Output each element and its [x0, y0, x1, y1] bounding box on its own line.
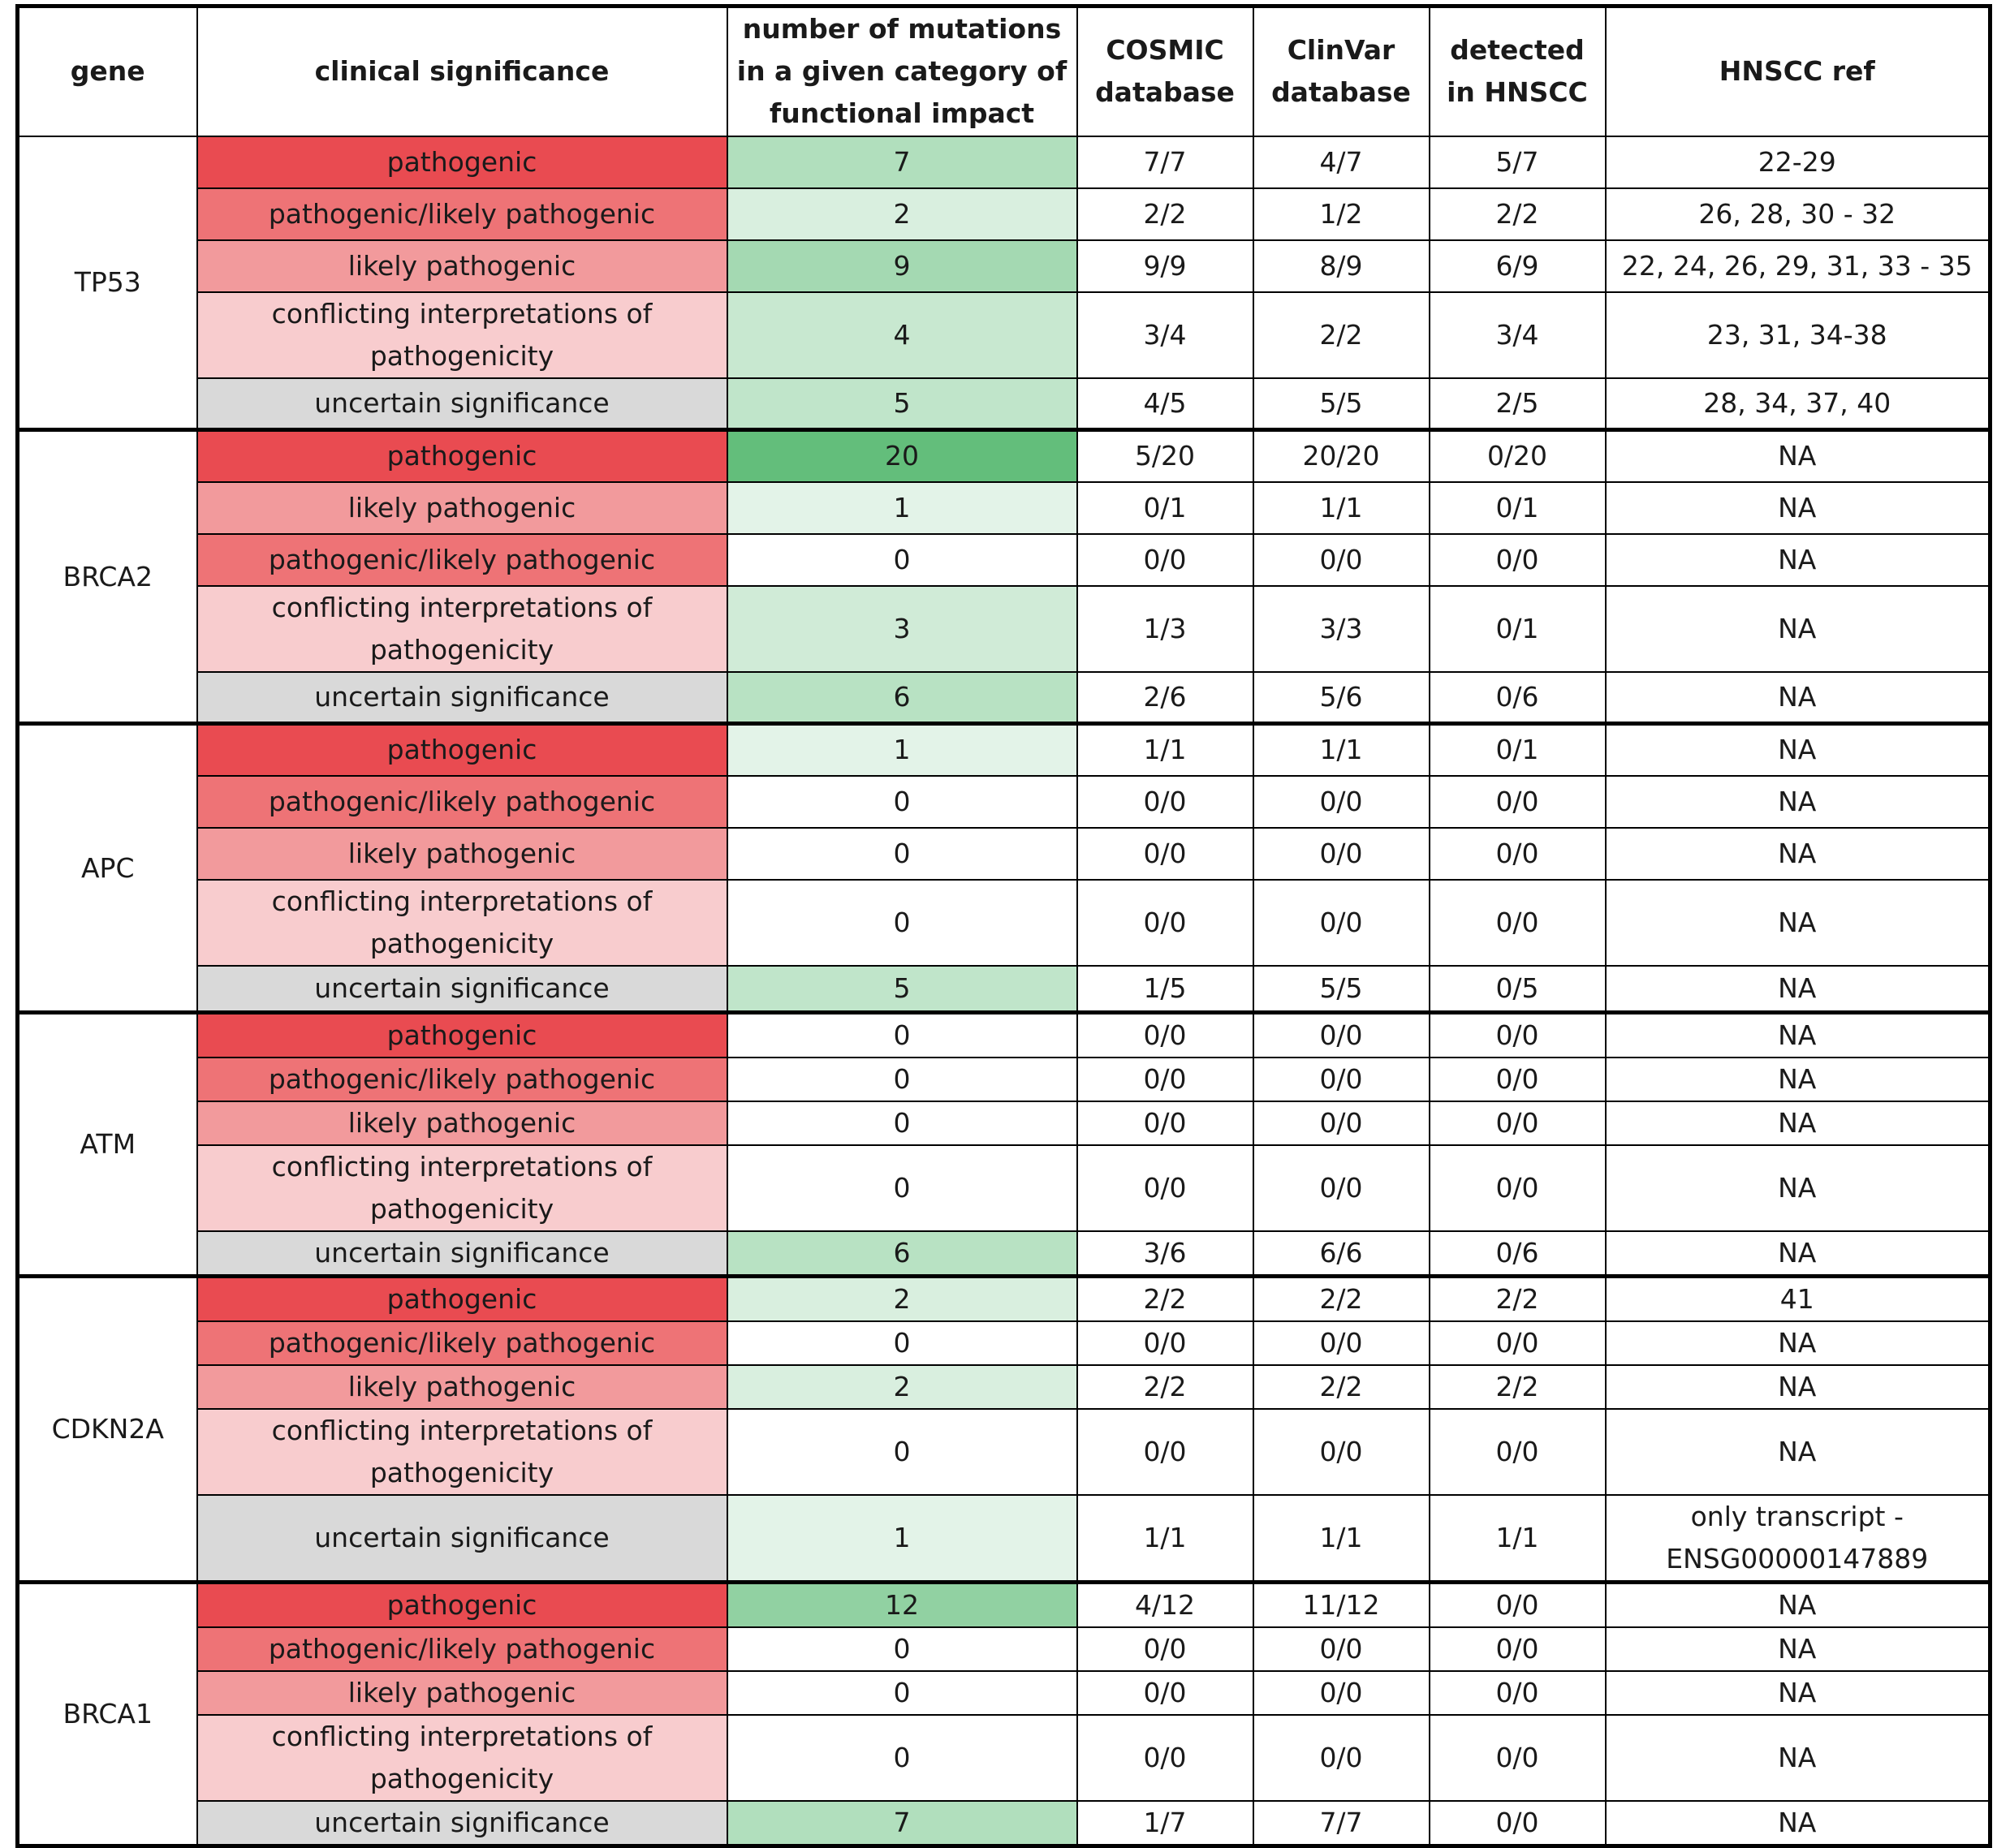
header-detected-hnscc: detected in HNSCC	[1430, 6, 1606, 136]
mutation-count-cell: 3	[727, 586, 1077, 672]
cosmic-cell: 2/2	[1077, 1277, 1253, 1322]
clinvar-cell: 11/12	[1253, 1583, 1430, 1628]
gene-cell: CDKN2A	[18, 1277, 197, 1583]
clinvar-cell: 5/6	[1253, 672, 1430, 724]
detected-hnscc-cell: 0/0	[1430, 534, 1606, 586]
mutation-count-cell: 5	[727, 378, 1077, 430]
table-row	[18, 1409, 1991, 1495]
cosmic-cell: 2/6	[1077, 672, 1253, 724]
mutation-count-cell: 2	[727, 188, 1077, 240]
detected-hnscc-cell: 3/4	[1430, 292, 1606, 378]
table-row	[18, 1058, 1991, 1101]
hnscc-ref-cell: 26, 28, 30 - 32	[1606, 188, 1991, 240]
clinvar-cell: 0/0	[1253, 1409, 1430, 1495]
mutation-count-cell: 6	[727, 672, 1077, 724]
table-row	[18, 1627, 1991, 1671]
significance-cell: likely pathogenic	[197, 1671, 727, 1715]
significance-cell: conflicting interpretations of pathogenicity	[197, 292, 727, 378]
significance-cell: pathogenic	[197, 1277, 727, 1322]
table-row	[18, 672, 1991, 724]
detected-hnscc-cell: 0/1	[1430, 724, 1606, 776]
detected-hnscc-cell: 0/5	[1430, 966, 1606, 1013]
clinvar-cell: 0/0	[1253, 828, 1430, 880]
significance-cell: conflicting interpretations of pathogenicity	[197, 1145, 727, 1231]
table-row	[18, 430, 1991, 482]
mutation-count-cell: 0	[727, 1145, 1077, 1231]
hnscc-ref-cell: NA	[1606, 1013, 1991, 1058]
detected-hnscc-cell: 0/6	[1430, 1231, 1606, 1277]
detected-hnscc-cell: 0/0	[1430, 776, 1606, 828]
table-row	[18, 966, 1991, 1013]
table-row	[18, 1715, 1991, 1801]
mutation-count-cell: 9	[727, 240, 1077, 292]
hnscc-ref-cell: only transcript - ENSG00000147889	[1606, 1495, 1991, 1583]
hnscc-ref-cell: NA	[1606, 1583, 1991, 1628]
clinvar-cell: 6/6	[1253, 1231, 1430, 1277]
significance-cell: pathogenic	[197, 1013, 727, 1058]
header-clinical-significance: clinical significance	[197, 6, 727, 136]
hnscc-ref-cell: 23, 31, 34-38	[1606, 292, 1991, 378]
mutation-count-cell: 7	[727, 1801, 1077, 1846]
hnscc-ref-cell: NA	[1606, 482, 1991, 534]
mutation-count-cell: 1	[727, 724, 1077, 776]
significance-cell: uncertain significance	[197, 966, 727, 1013]
mutation-count-cell: 2	[727, 1277, 1077, 1322]
clinvar-cell: 1/1	[1253, 724, 1430, 776]
cosmic-cell: 0/0	[1077, 776, 1253, 828]
clinvar-cell: 0/0	[1253, 776, 1430, 828]
significance-cell: pathogenic/likely pathogenic	[197, 1321, 727, 1365]
mutation-count-cell: 20	[727, 430, 1077, 482]
hnscc-ref-cell: NA	[1606, 1627, 1991, 1671]
gene-cell: ATM	[18, 1013, 197, 1277]
header-hnscc-ref: HNSCC ref	[1606, 6, 1991, 136]
detected-hnscc-cell: 5/7	[1430, 136, 1606, 188]
mutation-count-cell: 1	[727, 1495, 1077, 1583]
significance-cell: pathogenic/likely pathogenic	[197, 1627, 727, 1671]
mutation-count-cell: 0	[727, 776, 1077, 828]
clinvar-cell: 0/0	[1253, 1627, 1430, 1671]
gene-cell: BRCA2	[18, 430, 197, 724]
significance-cell: conflicting interpretations of pathogenicity	[197, 586, 727, 672]
hnscc-ref-cell: NA	[1606, 586, 1991, 672]
cosmic-cell: 3/6	[1077, 1231, 1253, 1277]
detected-hnscc-cell: 0/0	[1430, 880, 1606, 966]
significance-cell: likely pathogenic	[197, 1365, 727, 1409]
detected-hnscc-cell: 0/0	[1430, 1801, 1606, 1846]
cosmic-cell: 1/7	[1077, 1801, 1253, 1846]
clinvar-cell: 7/7	[1253, 1801, 1430, 1846]
hnscc-ref-cell: 28, 34, 37, 40	[1606, 378, 1991, 430]
hnscc-ref-cell: NA	[1606, 966, 1991, 1013]
header-clinvar: ClinVar database	[1253, 6, 1430, 136]
significance-cell: conflicting interpretations of pathogenicity	[197, 1715, 727, 1801]
cosmic-cell: 2/2	[1077, 188, 1253, 240]
table-row	[18, 1231, 1991, 1277]
cosmic-cell: 9/9	[1077, 240, 1253, 292]
cosmic-cell: 5/20	[1077, 430, 1253, 482]
detected-hnscc-cell: 0/0	[1430, 1101, 1606, 1145]
cosmic-cell: 0/0	[1077, 1013, 1253, 1058]
table-row	[18, 534, 1991, 586]
hnscc-ref-cell: NA	[1606, 1231, 1991, 1277]
hnscc-ref-cell: NA	[1606, 1321, 1991, 1365]
mutation-count-cell: 2	[727, 1365, 1077, 1409]
significance-cell: uncertain significance	[197, 672, 727, 724]
mutation-count-cell: 0	[727, 1627, 1077, 1671]
cosmic-cell: 1/3	[1077, 586, 1253, 672]
table-row	[18, 828, 1991, 880]
cosmic-cell: 0/0	[1077, 1058, 1253, 1101]
hnscc-ref-cell: NA	[1606, 534, 1991, 586]
table-row	[18, 586, 1991, 672]
clinvar-cell: 3/3	[1253, 586, 1430, 672]
cosmic-cell: 1/5	[1077, 966, 1253, 1013]
gene-cell: TP53	[18, 136, 197, 430]
detected-hnscc-cell: 0/0	[1430, 1671, 1606, 1715]
significance-cell: conflicting interpretations of pathogenicity	[197, 880, 727, 966]
hnscc-ref-cell: NA	[1606, 1801, 1991, 1846]
table-container	[15, 4, 1992, 1848]
cosmic-cell: 1/1	[1077, 724, 1253, 776]
gene-cell: APC	[18, 724, 197, 1013]
cosmic-cell: 0/0	[1077, 1627, 1253, 1671]
table-row	[18, 1671, 1991, 1715]
significance-cell: likely pathogenic	[197, 828, 727, 880]
significance-cell: uncertain significance	[197, 378, 727, 430]
significance-cell: pathogenic/likely pathogenic	[197, 534, 727, 586]
hnscc-ref-cell: NA	[1606, 776, 1991, 828]
detected-hnscc-cell: 2/2	[1430, 188, 1606, 240]
mutation-count-cell: 0	[727, 1715, 1077, 1801]
clinvar-cell: 0/0	[1253, 880, 1430, 966]
clinvar-cell: 0/0	[1253, 1013, 1430, 1058]
hnscc-ref-cell: NA	[1606, 1145, 1991, 1231]
cosmic-cell: 0/1	[1077, 482, 1253, 534]
mutation-count-cell: 6	[727, 1231, 1077, 1277]
significance-cell: conflicting interpretations of pathogenicity	[197, 1409, 727, 1495]
table-row	[18, 482, 1991, 534]
mutation-count-cell: 0	[727, 1671, 1077, 1715]
detected-hnscc-cell: 2/2	[1430, 1277, 1606, 1322]
clinvar-cell: 0/0	[1253, 1058, 1430, 1101]
clinvar-cell: 0/0	[1253, 1715, 1430, 1801]
detected-hnscc-cell: 0/0	[1430, 1583, 1606, 1628]
hnscc-ref-cell: NA	[1606, 880, 1991, 966]
mutation-count-cell: 0	[727, 880, 1077, 966]
hnscc-ref-cell: NA	[1606, 1671, 1991, 1715]
significance-cell: uncertain significance	[197, 1231, 727, 1277]
mutation-count-cell: 1	[727, 482, 1077, 534]
header-cosmic: COSMIC database	[1077, 6, 1253, 136]
clinvar-cell: 1/1	[1253, 1495, 1430, 1583]
table-row	[18, 1321, 1991, 1365]
clinvar-cell: 0/0	[1253, 534, 1430, 586]
mutation-count-cell: 0	[727, 828, 1077, 880]
mutation-count-cell: 12	[727, 1583, 1077, 1628]
detected-hnscc-cell: 0/1	[1430, 586, 1606, 672]
clinvar-cell: 20/20	[1253, 430, 1430, 482]
significance-cell: likely pathogenic	[197, 1101, 727, 1145]
clinvar-cell: 1/1	[1253, 482, 1430, 534]
clinvar-cell: 0/0	[1253, 1145, 1430, 1231]
cosmic-cell: 7/7	[1077, 136, 1253, 188]
clinvar-cell: 1/2	[1253, 188, 1430, 240]
hnscc-ref-cell: NA	[1606, 1101, 1991, 1145]
hnscc-ref-cell: NA	[1606, 430, 1991, 482]
clinvar-cell: 0/0	[1253, 1321, 1430, 1365]
cosmic-cell: 4/12	[1077, 1583, 1253, 1628]
significance-cell: uncertain significance	[197, 1495, 727, 1583]
clinvar-cell: 4/7	[1253, 136, 1430, 188]
mutation-count-cell: 0	[727, 1409, 1077, 1495]
detected-hnscc-cell: 0/0	[1430, 1013, 1606, 1058]
table-row	[18, 1801, 1991, 1846]
clinvar-cell: 5/5	[1253, 378, 1430, 430]
table-row	[18, 136, 1991, 188]
detected-hnscc-cell: 1/1	[1430, 1495, 1606, 1583]
significance-cell: pathogenic	[197, 724, 727, 776]
table-row	[18, 1495, 1991, 1583]
hnscc-ref-cell: NA	[1606, 1058, 1991, 1101]
hnscc-ref-cell: NA	[1606, 672, 1991, 724]
significance-cell: pathogenic/likely pathogenic	[197, 188, 727, 240]
hnscc-ref-cell: NA	[1606, 1715, 1991, 1801]
significance-cell: pathogenic	[197, 1583, 727, 1628]
hnscc-ref-cell: NA	[1606, 828, 1991, 880]
detected-hnscc-cell: 0/0	[1430, 1321, 1606, 1365]
mutation-count-cell: 4	[727, 292, 1077, 378]
detected-hnscc-cell: 0/20	[1430, 430, 1606, 482]
mutation-table	[15, 4, 1992, 1848]
clinvar-cell: 2/2	[1253, 1365, 1430, 1409]
clinvar-cell: 0/0	[1253, 1101, 1430, 1145]
cosmic-cell: 0/0	[1077, 1145, 1253, 1231]
table-row	[18, 292, 1991, 378]
gene-cell: BRCA1	[18, 1583, 197, 1846]
cosmic-cell: 0/0	[1077, 1409, 1253, 1495]
significance-cell: pathogenic	[197, 136, 727, 188]
mutation-count-cell: 0	[727, 534, 1077, 586]
mutation-count-cell: 0	[727, 1058, 1077, 1101]
header-gene: gene	[18, 6, 197, 136]
cosmic-cell: 0/0	[1077, 1715, 1253, 1801]
detected-hnscc-cell: 0/1	[1430, 482, 1606, 534]
detected-hnscc-cell: 0/0	[1430, 1715, 1606, 1801]
cosmic-cell: 4/5	[1077, 378, 1253, 430]
significance-cell: uncertain significance	[197, 1801, 727, 1846]
cosmic-cell: 2/2	[1077, 1365, 1253, 1409]
mutation-count-cell: 0	[727, 1013, 1077, 1058]
detected-hnscc-cell: 0/0	[1430, 828, 1606, 880]
mutation-count-cell: 0	[727, 1101, 1077, 1145]
table-row	[18, 1013, 1991, 1058]
table-row	[18, 776, 1991, 828]
mutation-count-cell: 5	[727, 966, 1077, 1013]
hnscc-ref-cell: NA	[1606, 1409, 1991, 1495]
cosmic-cell: 0/0	[1077, 1101, 1253, 1145]
cosmic-cell: 3/4	[1077, 292, 1253, 378]
clinvar-cell: 2/2	[1253, 292, 1430, 378]
table-row	[18, 724, 1991, 776]
table-row	[18, 188, 1991, 240]
detected-hnscc-cell: 0/6	[1430, 672, 1606, 724]
table-row	[18, 240, 1991, 292]
detected-hnscc-cell: 0/0	[1430, 1058, 1606, 1101]
cosmic-cell: 1/1	[1077, 1495, 1253, 1583]
table-row	[18, 1277, 1991, 1322]
clinvar-cell: 5/5	[1253, 966, 1430, 1013]
significance-cell: pathogenic/likely pathogenic	[197, 1058, 727, 1101]
significance-cell: likely pathogenic	[197, 240, 727, 292]
hnscc-ref-cell: NA	[1606, 724, 1991, 776]
cosmic-cell: 0/0	[1077, 1321, 1253, 1365]
detected-hnscc-cell: 0/0	[1430, 1627, 1606, 1671]
table-row	[18, 880, 1991, 966]
table-body	[18, 136, 1991, 1846]
mutation-count-cell: 7	[727, 136, 1077, 188]
significance-cell: pathogenic/likely pathogenic	[197, 776, 727, 828]
clinvar-cell: 8/9	[1253, 240, 1430, 292]
detected-hnscc-cell: 2/5	[1430, 378, 1606, 430]
header-mutation-count: number of mutations in a given category of functional impact	[727, 6, 1077, 136]
cosmic-cell: 0/0	[1077, 1671, 1253, 1715]
mutation-count-cell: 0	[727, 1321, 1077, 1365]
table-row	[18, 1583, 1991, 1628]
cosmic-cell: 0/0	[1077, 828, 1253, 880]
table-row	[18, 1101, 1991, 1145]
hnscc-ref-cell: NA	[1606, 1365, 1991, 1409]
detected-hnscc-cell: 2/2	[1430, 1365, 1606, 1409]
table-row	[18, 1145, 1991, 1231]
table-row	[18, 378, 1991, 430]
detected-hnscc-cell: 0/0	[1430, 1409, 1606, 1495]
header-row	[18, 6, 1991, 136]
detected-hnscc-cell: 0/0	[1430, 1145, 1606, 1231]
detected-hnscc-cell: 6/9	[1430, 240, 1606, 292]
clinvar-cell: 2/2	[1253, 1277, 1430, 1322]
hnscc-ref-cell: 41	[1606, 1277, 1991, 1322]
significance-cell: pathogenic	[197, 430, 727, 482]
significance-cell: likely pathogenic	[197, 482, 727, 534]
table-row	[18, 1365, 1991, 1409]
cosmic-cell: 0/0	[1077, 534, 1253, 586]
clinvar-cell: 0/0	[1253, 1671, 1430, 1715]
hnscc-ref-cell: 22-29	[1606, 136, 1991, 188]
cosmic-cell: 0/0	[1077, 880, 1253, 966]
hnscc-ref-cell: 22, 24, 26, 29, 31, 33 - 35	[1606, 240, 1991, 292]
